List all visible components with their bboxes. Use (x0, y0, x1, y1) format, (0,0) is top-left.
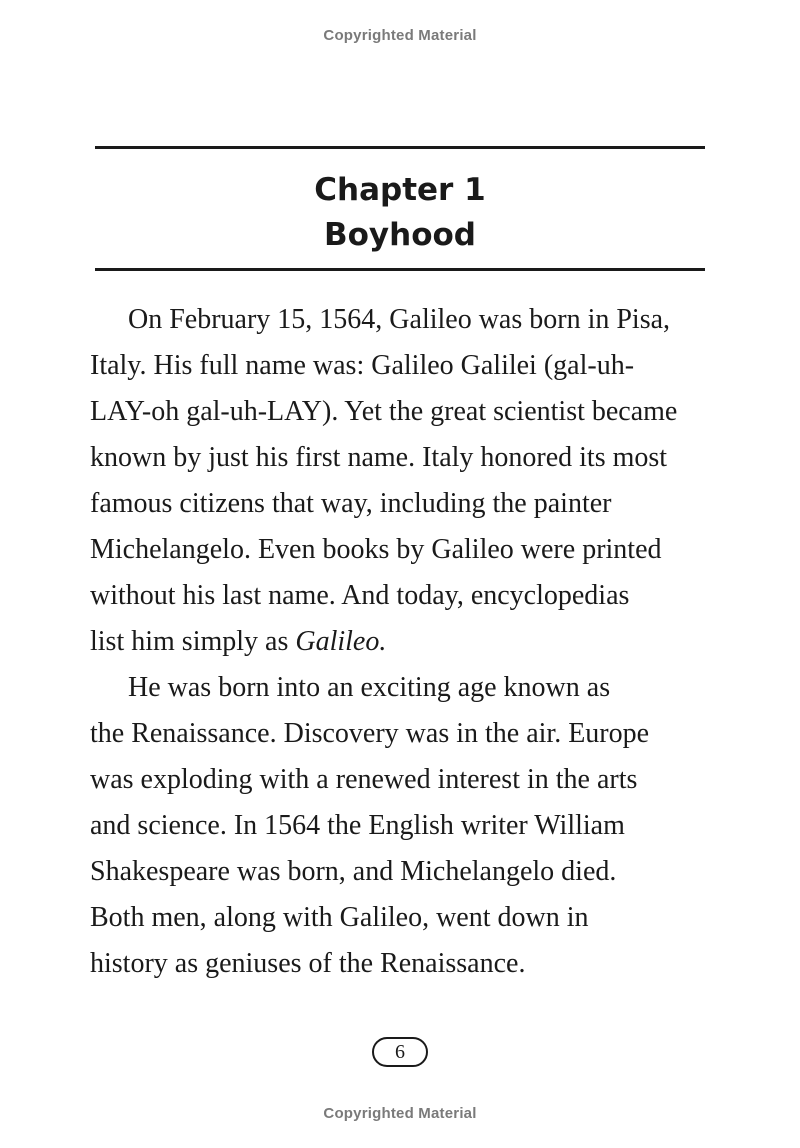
chapter-rule-top (95, 146, 705, 149)
page-number: 6 (372, 1037, 428, 1067)
text-line: He was born into an exciting age known as (128, 672, 611, 703)
text-line: without his last name. And today, encyclopedias (90, 580, 630, 611)
text-line: history as geniuses of the Renaissance. (90, 948, 526, 979)
text-line: was exploding with a renewed interest in the arts (90, 764, 638, 795)
text-line-last (90, 619, 720, 665)
chapter-rule-bottom (95, 268, 705, 271)
text-line: Italy. His full name was: Galileo Galilei (gal-uh- (90, 350, 635, 381)
paragraph-1 (90, 297, 720, 665)
chapter-number: Chapter 1 (314, 172, 486, 208)
text-line: LAY-oh gal-uh-LAY). Yet the great scientist became (90, 396, 678, 427)
text-line: Shakespeare was born, and Michelangelo died. (90, 856, 617, 887)
copyright-watermark-bottom: Copyrighted Material (323, 1105, 477, 1122)
text-line: Michelangelo. Even books by Galileo were printed (90, 534, 662, 565)
chapter-body (90, 297, 720, 987)
italic-name: Galileo. (295, 626, 387, 657)
text-line: Both men, along with Galileo, went down in (90, 902, 589, 933)
text-line: and science. In 1564 the English writer William (90, 810, 625, 841)
text-line: On February 15, 1564, Galileo was born in Pisa, (128, 304, 671, 335)
chapter-title: Boyhood (324, 217, 476, 253)
text-line: famous citizens that way, including the painter (90, 488, 612, 519)
text-span: list him simply as (90, 626, 296, 657)
paragraph-2 (90, 665, 720, 987)
copyright-watermark-top: Copyrighted Material (323, 27, 477, 44)
text-line: known by just his first name. Italy honored its most (90, 442, 668, 473)
text-line: the Renaissance. Discovery was in the air. Europe (90, 718, 650, 749)
